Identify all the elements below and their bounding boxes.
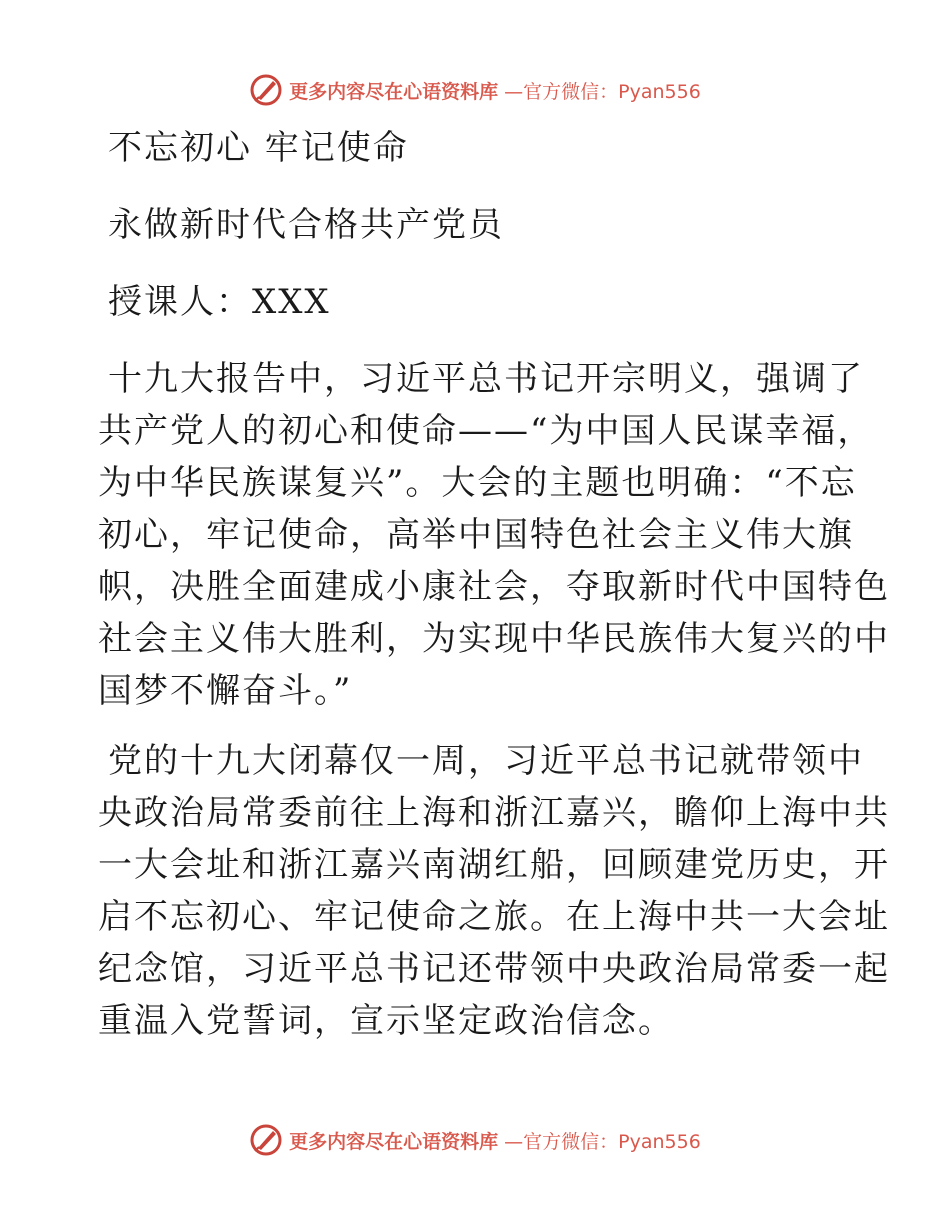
paragraph-line: 央政治局常委前往上海和浙江嘉兴，瞻仰上海中共: [98, 793, 890, 833]
document-title: 不忘初心 牢记使命: [108, 128, 409, 168]
paragraph-line: 重温入党誓词，宣示坚定政治信念。: [98, 1001, 674, 1041]
header-banner: [0, 70, 950, 110]
paragraph-line: 帜，决胜全面建成小康社会，夺取新时代中国特色: [98, 567, 890, 607]
paragraph-line: 一大会址和浙江嘉兴南湖红船，回顾建党历史，开: [98, 845, 890, 885]
paragraph-line: 启不忘初心、牢记使命之旅。在上海中共一大会址: [98, 897, 890, 937]
paragraph-line: 十九大报告中，习近平总书记开宗明义，强调了: [108, 359, 864, 399]
document-body: [98, 122, 890, 1065]
paragraph-2: [98, 735, 890, 1047]
paragraph-line: 为中华民族谋复兴”。大会的主题也明确：“不忘: [98, 463, 857, 503]
brand-text: 更多内容尽在心语资料库: [289, 1130, 499, 1153]
paragraph-line: 社会主义伟大胜利，为实现中华民族伟大复兴的中: [98, 619, 890, 659]
paragraph-line: 初心，牢记使命，高举中国特色社会主义伟大旗: [98, 515, 854, 555]
paragraph-line: 共产党人的初心和使命——“为中国人民谋幸福，: [98, 411, 874, 451]
paragraph-1: [98, 353, 890, 717]
paragraph-line: 党的十九大闭幕仅一周，习近平总书记就带领中: [108, 741, 864, 781]
quill-logo-icon: [249, 1123, 283, 1157]
footer-banner: [0, 1120, 950, 1160]
wechat-text: —官方微信：Pyan556: [504, 1130, 701, 1153]
document-subtitle: 永做新时代合格共产党员: [108, 205, 504, 245]
paragraph-line: 国梦不懈奋斗。”: [98, 671, 353, 711]
wechat-text: —官方微信：Pyan556: [504, 80, 701, 103]
quill-logo-icon: [249, 73, 283, 107]
brand-text: 更多内容尽在心语资料库: [289, 80, 499, 103]
paragraph-line: 纪念馆，习近平总书记还带领中央政治局常委一起: [98, 949, 890, 989]
lecturer-line: 授课人：XXX: [108, 282, 331, 322]
